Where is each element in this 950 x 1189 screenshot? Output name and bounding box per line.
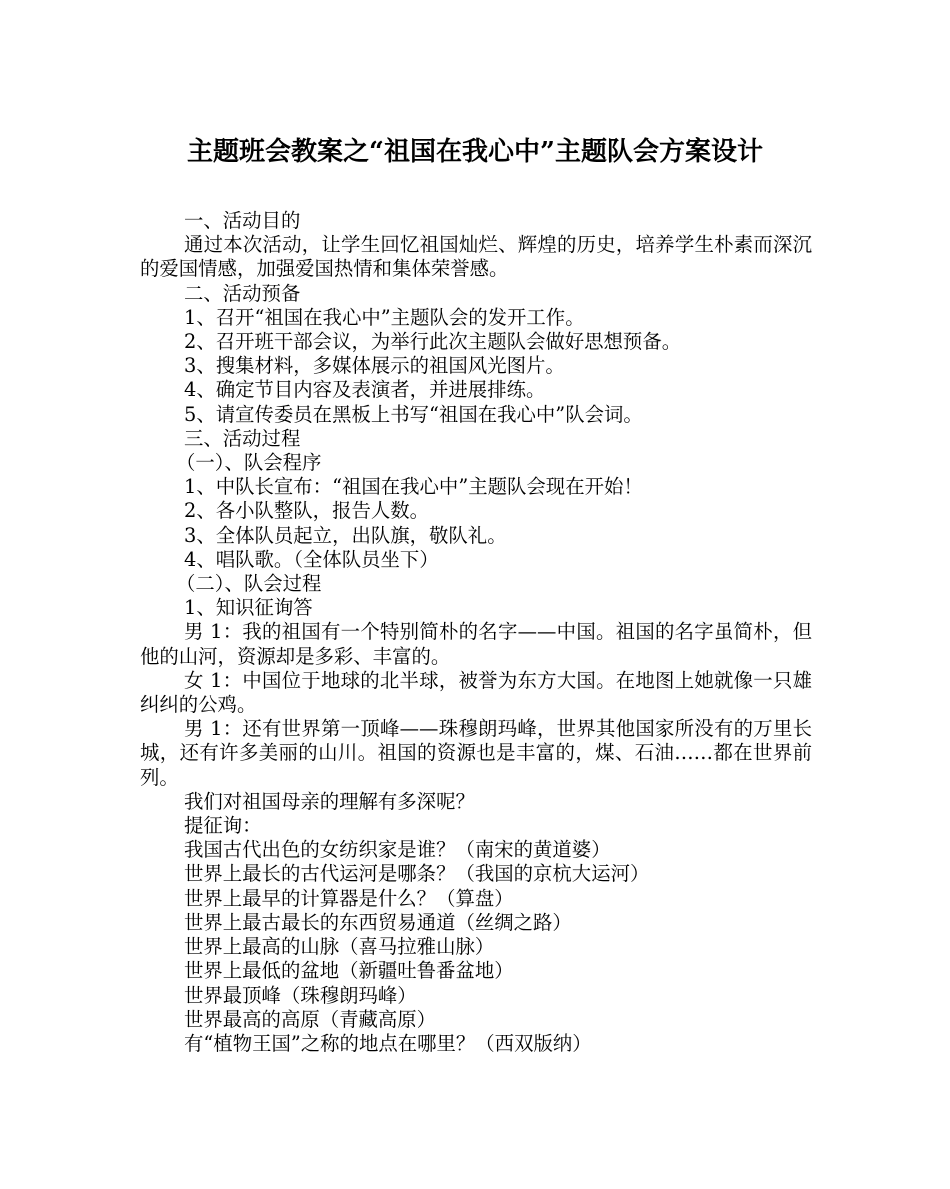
paragraph-purpose: 通过本次活动，让学生回忆祖国灿烂、辉煌的历史，培养学生朴素而深沉的爱国情感，加强爱国热情和集体荣誉感。 bbox=[140, 233, 812, 281]
process-item-1: 1、知识征询答 bbox=[184, 596, 313, 620]
subsection-heading-2: （二）、队会过程 bbox=[176, 572, 322, 596]
quiz-item: 有“植物王国”之称的地点在哪里？（西双版纳） bbox=[184, 1031, 592, 1055]
subsection-heading-1: （一）、队会程序 bbox=[176, 451, 322, 475]
question-intro: 我们对祖国母亲的理解有多深呢？ bbox=[184, 789, 475, 813]
section-heading-1: 一、活动目的 bbox=[184, 209, 301, 232]
dialogue-line-1: 男 1：我的祖国有一个特别简朴的名字——中国。祖国的名字虽简朴，但他的山河，资源却是多彩、丰富的。 bbox=[140, 620, 812, 668]
questions-label: 提征询： bbox=[184, 814, 262, 838]
quiz-item: 世界最高的高原（青藏高原） bbox=[184, 1007, 437, 1031]
procedure-item-1: 1、中队长宣布：“祖国在我心中”主题队会现在开始！ bbox=[184, 475, 643, 499]
document-title: 主题班会教案之“祖国在我心中”主题队会方案设计 bbox=[187, 137, 763, 167]
section-heading-3: 三、活动过程 bbox=[184, 426, 301, 450]
quiz-item: 我国古代出色的女纺织家是谁？（南宋的黄道婆） bbox=[184, 838, 611, 862]
dialogue-line-3: 男 1：还有世界第一顶峰——珠穆朗玛峰，世界其他国家所没有的万里长城，还有许多美丽的山川。祖国的资源也是丰富的，煤、石油……都在世界前列。 bbox=[140, 717, 812, 789]
quiz-item: 世界最顶峰（珠穆朗玛峰） bbox=[184, 983, 417, 1007]
prep-item-4: 4、确定节目内容及表演者，并进展排练。 bbox=[184, 378, 546, 402]
section-heading-2: 二、活动预备 bbox=[184, 281, 301, 305]
document-body bbox=[140, 209, 812, 1056]
procedure-item-4: 4、唱队歌。（全体队员坐下） bbox=[184, 547, 439, 571]
dialogue-line-2: 女 1：中国位于地球的北半球，被誉为东方大国。在地图上她就像一只雄纠纠的公鸡。 bbox=[140, 668, 812, 717]
prep-item-3: 3、搜集材料，多媒体展示的祖国风光图片。 bbox=[184, 354, 565, 378]
quiz-item: 世界上最早的计算器是什么？（算盘） bbox=[184, 886, 514, 910]
prep-item-2: 2、召开班干部会议，为举行此次主题队会做好思想预备。 bbox=[184, 330, 682, 354]
procedure-item-2: 2、各小队整队，报告人数。 bbox=[184, 499, 430, 523]
quiz-item: 世界上最长的古代运河是哪条？（我国的京杭大运河） bbox=[184, 862, 650, 886]
quiz-item: 世界上最低的盆地（新疆吐鲁番盆地） bbox=[184, 959, 514, 983]
prep-item-5: 5、请宣传委员在黑板上书写“祖国在我心中”队会词。 bbox=[184, 402, 643, 426]
procedure-item-3: 3、全体队员起立，出队旗，敬队礼。 bbox=[184, 523, 507, 547]
quiz-item: 世界上最高的山脉（喜马拉雅山脉） bbox=[184, 935, 495, 959]
quiz-item: 世界上最古最长的东西贸易通道（丝绸之路） bbox=[184, 910, 572, 934]
prep-item-1: 1、召开“祖国在我心中”主题队会的发开工作。 bbox=[184, 305, 585, 329]
